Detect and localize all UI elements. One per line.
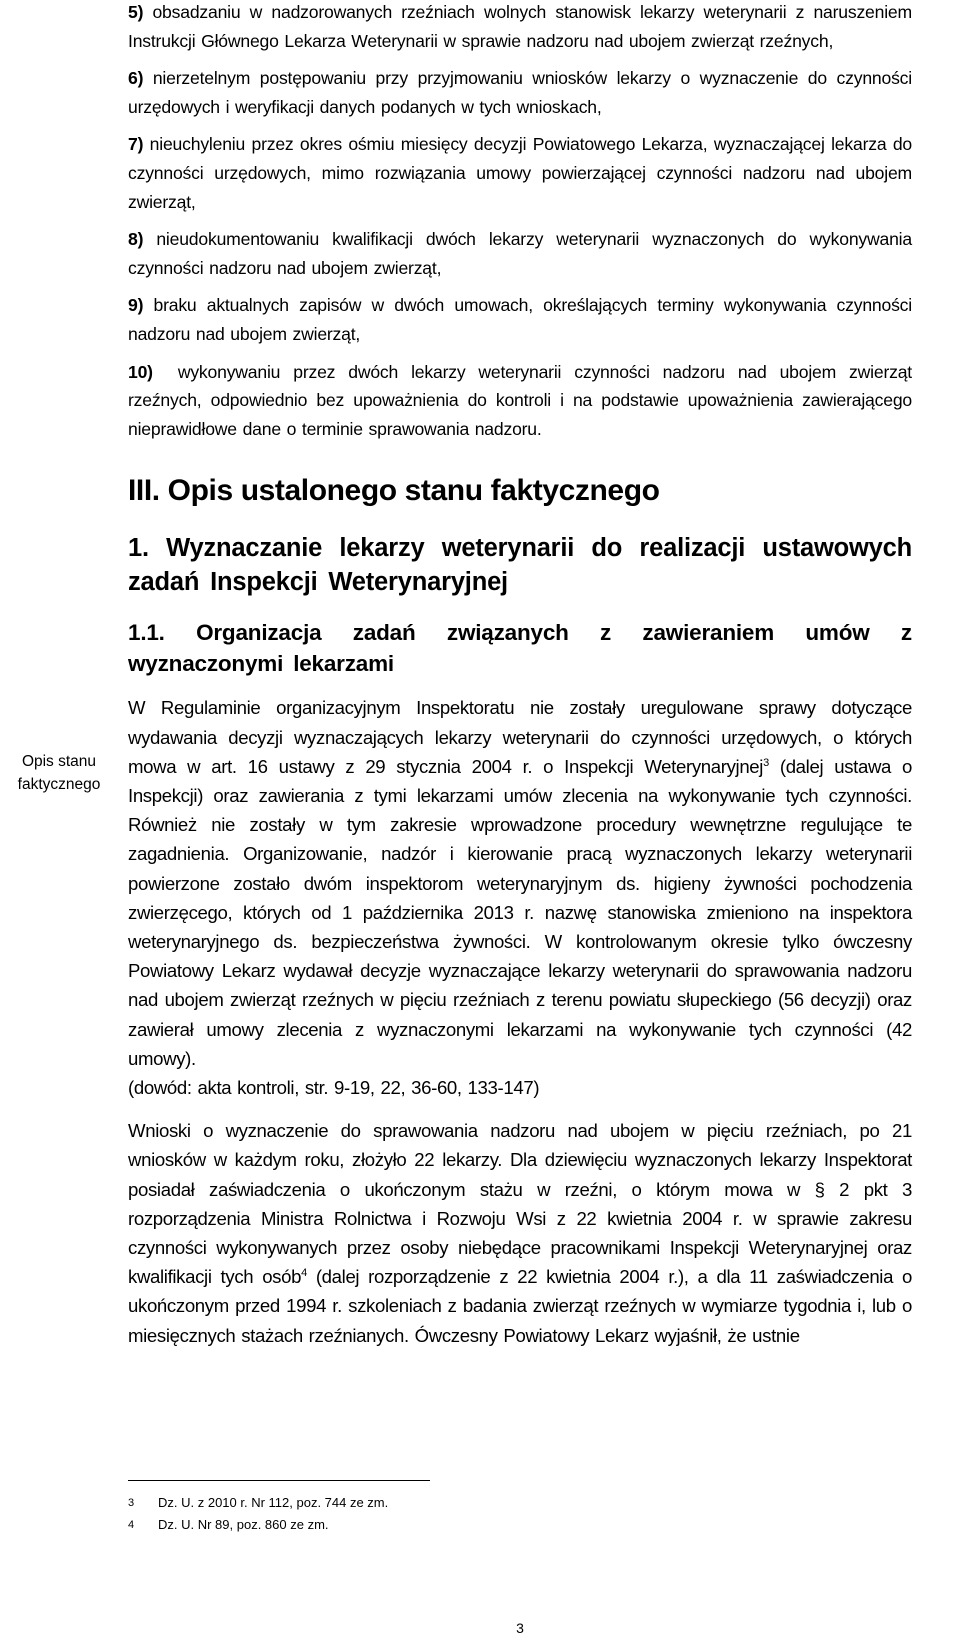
paragraph-1-text-b: (dalej ustawa o Inspekcji) oraz zawierania z tymi lekarzami umów zlecenia na wykonywanie tych czynności. Również nie zostały w tym zakresie wprowadzone procedury wewnętrzne regulujące te zagadnienia. Organizowanie, nadzór i kierowanie pracą wyznaczonych lekarzy weterynarii powierzone zostało dwóm inspektorom weterynaryjnym ds. higieny żywności pochodzenia zwierzęcego, których od 1 października 2013 r. nazwę stanowiska zmieniono na inspektora weterynaryjnego ds. bezpieczeństwa żywności. W kontrolowanym okresie tylko ówczesny Powiatowy Lekarz wydawał decyzje wyznaczające lekarzy weterynarii do sprawowania nadzoru nad ubojem zwierząt rzeźnych w pięciu rzeźniach z terenu powiatu słupeckiego (56 decyzji) oraz zawierał umowy zlecenia z wyznaczonymi lekarzami na wykonywanie tych czynności (42 umowy). — [128, 755, 912, 1069]
list-item-number: 8) — [128, 229, 144, 250]
list-item-8 — [128, 225, 912, 282]
evidence-note: (dowód: akta kontroli, str. 9-19, 22, 36-60, 133-147) — [128, 1076, 540, 1098]
paragraph-1-text-a: W Regulaminie organizacyjnym Inspektoratu nie zostały uregulowane sprawy dotyczące wydawania decyzji wyznaczających lekarzy weterynarii do czynności urzędowych, o których mowa w art. 16 ustawy z 29 stycznia 2004 r. o Inspekcji Weterynaryjnej — [128, 697, 912, 777]
heading-1: 1. Wyznaczanie lekarzy weterynarii do realizacji ustawowych zadań Inspekcji Weterynaryjnej — [128, 534, 912, 597]
heading-1-1: 1.1. Organizacja zadań związanych z zawieraniem umów z wyznaczonymi lekarzami — [128, 620, 912, 677]
list-item-5 — [128, 0, 912, 55]
list-item-number: 10) — [128, 361, 153, 382]
margin-note: Opis stanu faktycznego — [17, 753, 101, 793]
footnote-4 — [128, 1516, 329, 1534]
list-item-text: nieuchyleniu przez okres ośmiu miesięcy decyzji Powiatowego Lekarza, wyznaczającej lekarza do czynności urzędowych, mimo rozwiązania umowy powierzającej czynności nadzoru nad ubojem zwierząt, — [128, 134, 912, 212]
list-item-text: braku aktualnych zapisów w dwóch umowach, określających terminy wykonywania czynności nadzoru nad ubojem zwierząt, — [128, 295, 912, 344]
list-item-text: nierzetelnym postępowaniu przy przyjmowaniu wniosków lekarzy o wyznaczenie do czynności urzędowych i weryfikacji danych podanych w tych wnioskach, — [128, 68, 912, 117]
list-item-text: wykonywaniu przez dwóch lekarzy weterynarii czynności nadzoru nad ubojem zwierząt rzeźnych, odpowiednio bez upoważnienia do kontroli i na podstawie upoważnienia zawierającego nieprawidłowe dane o terminie sprawowania nadzoru. — [128, 361, 912, 439]
footnote-3 — [128, 1494, 388, 1512]
paragraph-2-text-a: Wnioski o wyznaczenie do sprawowania nadzoru nad ubojem w pięciu rzeźniach, po 21 wniosków w każdym roku, złożyło 22 lekarzy. Dla dziewięciu wyznaczonych lekarzy Inspektorat posiadał zaświadczenia o ukończonym stażu w rzeźni, o którym mowa w § 2 pkt 3 rozporządzenia Ministra Rolnictwa i Rozwoju Wsi z 22 kwietnia 2004 r. w sprawie zakresu czynności wykonywanych przez osoby niebędące pracownikami Inspekcji Weterynaryjnej oraz kwalifikacji tych osób — [128, 1120, 912, 1288]
list-item-10 — [128, 358, 912, 444]
footnote-ref-3: 3 — [763, 756, 769, 769]
list-item-6 — [128, 64, 912, 121]
footnote-mark: 3 — [128, 1497, 135, 1509]
paragraph-2 — [128, 1116, 912, 1350]
footnote-mark: 4 — [128, 1519, 135, 1531]
page-number: 3 — [516, 1620, 524, 1636]
list-item-7 — [128, 130, 912, 216]
footnote-separator — [128, 1480, 430, 1481]
list-item-text: obsadzaniu w nadzorowanych rzeźniach wolnych stanowisk lekarzy weterynarii z naruszeniem Instrukcji Głównego Lekarza Weterynarii w sprawie nadzoru nad ubojem zwierząt rzeźnych, — [128, 2, 912, 51]
list-item-text: nieudokumentowaniu kwalifikacji dwóch lekarzy weterynarii wyznaczonych do wykonywania czynności nadzoru nad ubojem zwierząt, — [128, 229, 912, 278]
footnote-text: Dz. U. Nr 89, poz. 860 ze zm. — [158, 1517, 329, 1532]
footnote-ref-4: 4 — [301, 1266, 307, 1279]
paragraph-1 — [128, 693, 912, 1073]
list-item-number: 7) — [128, 134, 144, 155]
list-item-9 — [128, 291, 912, 348]
section-title: III. Opis ustalonego stanu faktycznego — [128, 474, 660, 508]
main-column — [128, 0, 912, 1350]
paragraph-2-text-b: (dalej rozporządzenie z 22 kwietnia 2004 r.), a dla 11 zaświadczenia o ukończonym przed 1994 r. szkoleniach z badania zwierząt rzeźnych w wymiarze tygodnia i, lub o miesięcznych stażach rzeźnianych. Ówczesny Powiatowy Lekarz wyjaśnił, że ustnie — [128, 1266, 913, 1346]
list-item-number: 6) — [128, 68, 144, 89]
list-item-number: 9) — [128, 295, 144, 316]
findings-list — [128, 0, 912, 443]
footnote-text: Dz. U. z 2010 r. Nr 112, poz. 744 ze zm. — [158, 1495, 389, 1510]
list-item-number: 5) — [128, 2, 144, 22]
